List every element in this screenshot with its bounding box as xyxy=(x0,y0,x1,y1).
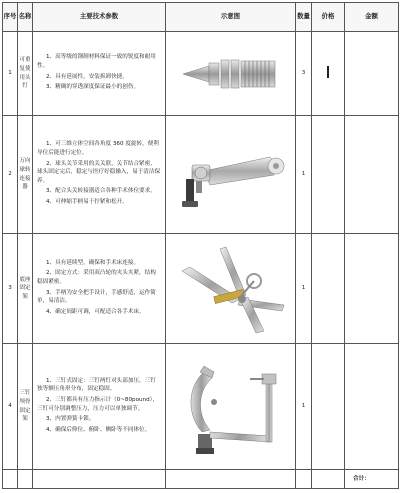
table-row xyxy=(3,344,399,470)
row-qty: 1 xyxy=(296,344,312,470)
spec-line: 2、球头关节采用的关关联，关节结合紧密，球头固定完后，稳定与医疗好稳操入，易于清洁保养。 xyxy=(37,160,161,184)
row-name: 底座固定架 xyxy=(18,234,33,344)
row-qty: 1 xyxy=(296,116,312,234)
skull-clamp-image xyxy=(166,344,296,470)
row-name: 万向球转连接器 xyxy=(18,116,33,234)
spec-line: 2、具有延展性，安装拆卸快捷。 xyxy=(46,73,128,80)
row-qty: 1 xyxy=(296,234,312,344)
spec-line: 4、可伸缩手柄易于拧紧和松开。 xyxy=(46,199,128,206)
header-total: 金额 xyxy=(345,3,399,32)
base-frame-image xyxy=(166,234,296,344)
row-price xyxy=(312,32,345,116)
row-spec xyxy=(33,116,166,234)
total-label: 合计： xyxy=(345,470,399,489)
spec-line: 3、精确的穿透深度保证最小的创伤。 xyxy=(46,84,140,91)
price-mark xyxy=(327,66,329,78)
row-spec xyxy=(33,234,166,344)
row-index: 4 xyxy=(3,344,18,470)
header-price: 价格 xyxy=(312,3,345,32)
row-name: 可重复使用头钉 xyxy=(18,32,33,116)
row-total xyxy=(345,344,399,470)
spec-line: 1、高等级的钢制材料保证一致的锐度和耐用性。 xyxy=(37,54,156,69)
spec-line: 1、三钉式固定：三钉两钉对头部加压，三钉独等额压角形分布，固定稳固。 xyxy=(37,377,156,393)
spec-line: 3、手柄为安全把手设计，手感舒适，运作简单，易清洁。 xyxy=(37,289,156,305)
header-row xyxy=(3,3,399,32)
table-row xyxy=(3,116,399,234)
row-index: 1 xyxy=(3,32,18,116)
row-index: 3 xyxy=(3,234,18,344)
row-name: 三钉颅骨固定架 xyxy=(18,344,33,470)
spec-line: 1、可三维立体空间各角度 360 度旋转，便利导位后能进行定位。 xyxy=(37,141,159,156)
table-row xyxy=(3,234,399,344)
row-price xyxy=(312,116,345,234)
row-price xyxy=(312,344,345,470)
spec-table xyxy=(2,2,399,489)
spec-line: 4、确保后仰位、俯卧、侧卧等不同体位。 xyxy=(46,426,151,433)
header-qty: 数量 xyxy=(296,3,312,32)
spec-line: 3、内置弹簧卡锁。 xyxy=(46,416,95,423)
table-row xyxy=(3,32,399,116)
header-index: 序号 xyxy=(3,3,18,32)
row-price xyxy=(312,234,345,344)
row-index: 2 xyxy=(3,116,18,234)
row-total xyxy=(345,234,399,344)
spec-line: 2、三钉都具有压力指示计（0~80pound），三钉可分别调整压力，压力可以单独调节。 xyxy=(37,396,159,412)
skull-pin-image xyxy=(166,32,296,116)
footer-row xyxy=(3,470,399,489)
row-spec xyxy=(33,32,166,116)
header-image: 示意图 xyxy=(166,3,296,32)
spec-line: 3、配合头关转接器适合各种手术体位要求。 xyxy=(46,188,156,195)
row-total xyxy=(345,116,399,234)
spec-line: 1、具有延续型，确保和手术床连接。 xyxy=(46,259,140,266)
spec-line: 4、确定间距可调，可配适合各手术床。 xyxy=(46,308,145,315)
spec-line: 2、固定方式：采用双凸轮的夹头夹紧，结构稳固紧密。 xyxy=(37,270,156,285)
row-total xyxy=(345,32,399,116)
row-qty: 3 xyxy=(296,32,312,116)
row-spec xyxy=(33,344,166,470)
header-spec: 主要技术参数 xyxy=(33,3,166,32)
swivel-adaptor-image xyxy=(166,116,296,234)
header-name: 名称 xyxy=(18,3,33,32)
